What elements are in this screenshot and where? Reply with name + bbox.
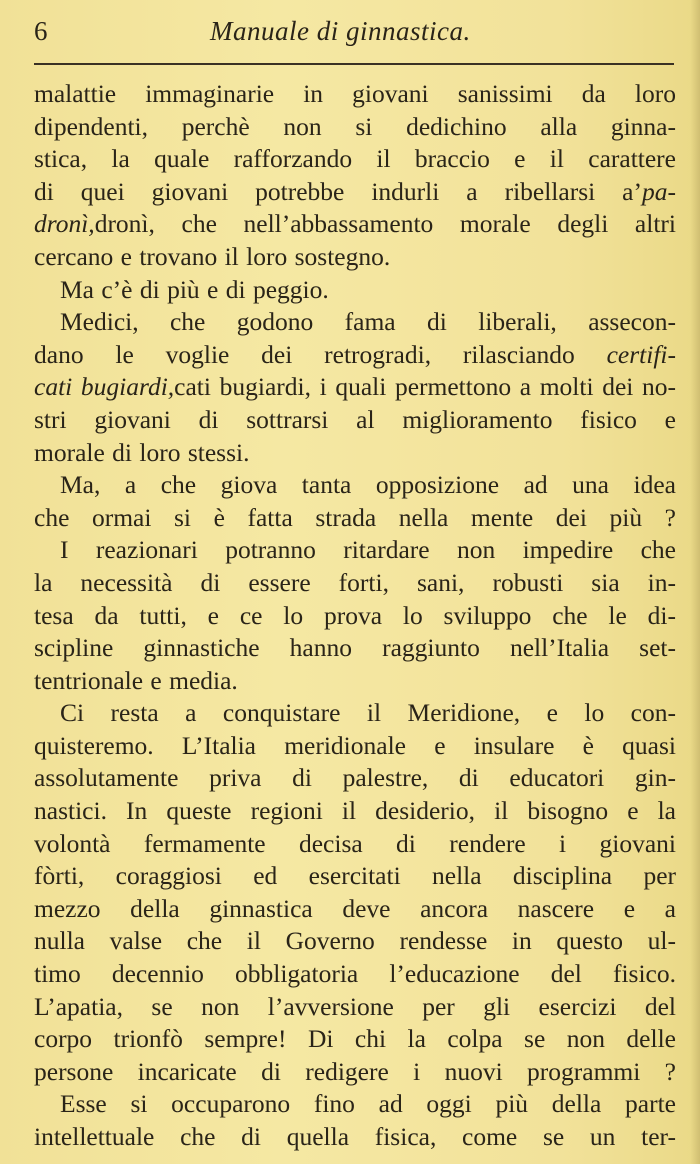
text-line: persone incaricate di redigere i nuovi programmi ?: [34, 1056, 676, 1086]
text-line: mezzo della ginnastica deve ancora nascere e a: [34, 893, 676, 923]
text-line: corpo trionfò sempre! Di chi la colpa se non delle: [34, 1024, 676, 1054]
page-edge-shadow: [690, 0, 700, 1164]
italic-word: cati bugiardi,: [34, 372, 175, 402]
page-number: 6: [34, 16, 48, 46]
text-line: Ma c’è di più e di peggio.: [60, 274, 329, 304]
text-line: tentrionale e media.: [34, 665, 238, 695]
running-title: Manuale di ginnastica.: [210, 16, 471, 46]
text-line: L’apatia, se non l’avversione per gli esercizi del: [34, 991, 676, 1021]
text-line: [34, 208, 676, 241]
text-line: assolutamente priva di palestre, di educatori gin-: [34, 763, 676, 793]
text-line: stri giovani di sottrarsi al miglioramento fisico e: [34, 404, 676, 434]
text-line: la necessità di essere forti, sani, robusti sia in-: [34, 567, 676, 597]
text-line: I reazionari potranno ritardare non impedire che: [60, 535, 676, 565]
text-line: scipline ginnastiche hanno raggiunto nell’Italia set-: [34, 633, 676, 663]
italic-word: certifi-: [606, 339, 676, 369]
text-line: timo decennio obbligatoria l’educazione del fisico.: [34, 959, 676, 989]
text-line: intellettuale che di quella fisica, come se un ter-: [34, 1122, 676, 1151]
italic-word: dronì,: [34, 209, 95, 239]
text-line: Ci resta a conquistare il Meridione, e lo con-: [60, 698, 676, 728]
text-line: Esse si occuparono fino ad oggi più della parte: [60, 1089, 676, 1119]
body-text: [34, 78, 676, 1154]
text-line: Ma, a che giova tanta opposizione ad una idea: [60, 470, 676, 500]
text-line: [34, 371, 676, 404]
text-line: dipendenti, perchè non si dedichino alla ginna-: [34, 111, 676, 141]
text-line: morale di loro stessi.: [34, 437, 250, 467]
text-line-part: dronì, che nell’abbassamento morale degli altri: [94, 209, 676, 239]
header-rule: [34, 63, 674, 65]
text-line: stica, la quale rafforzando il braccio e il carattere: [34, 144, 676, 174]
text-line-part: di quei giovani potrebbe indurli a ribellarsi a’: [34, 176, 642, 206]
text-line: cercano e trovano il loro sostegno.: [34, 241, 391, 271]
running-head: [34, 12, 670, 52]
text-line: nulla valse che il Governo rendesse in questo ul-: [34, 926, 676, 956]
text-line: nastici. In queste regioni il desiderio, il bisogno e la: [34, 796, 676, 826]
text-line: fòrti, coraggiosi ed esercitati nella disciplina per: [34, 861, 676, 891]
text-line-part: cati bugiardi, i quali permettono a molti dei no-: [174, 372, 676, 402]
text-line: quisteremo. L’Italia meridionale e insulare è quasi: [34, 730, 676, 760]
text-line: volontà fermamente decisa di rendere i giovani: [34, 828, 676, 858]
text-line: malattie immaginarie in giovani sanissimi da loro: [34, 79, 676, 108]
italic-word: pa-: [642, 176, 676, 206]
text-line: Medici, che godono fama di liberali, assecon-: [60, 307, 676, 337]
text-line: che ormai si è fatta strada nella mente dei più ?: [34, 502, 676, 532]
text-line: [34, 339, 676, 372]
text-line: tesa da tutti, e ce lo prova lo sviluppo che le di-: [34, 600, 676, 630]
text-line-part: dano le voglie dei retrogradi, rilasciando: [34, 339, 575, 369]
text-line: [34, 176, 676, 209]
